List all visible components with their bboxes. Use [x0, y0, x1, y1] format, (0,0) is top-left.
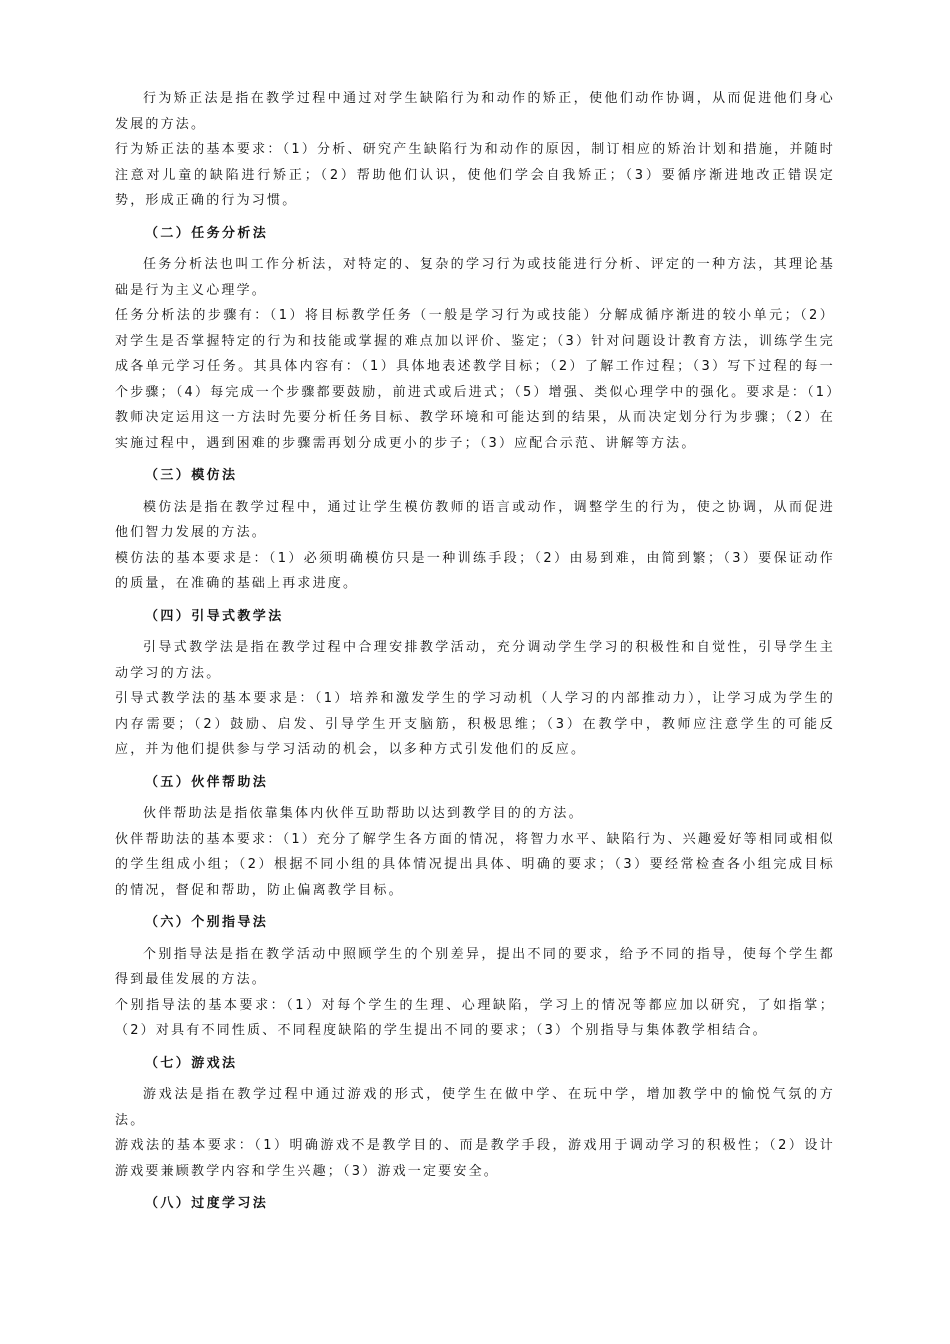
section-heading: （二）任务分析法	[145, 225, 269, 241]
section-imitation	[115, 463, 835, 597]
section-requirements: 引导式教学法的基本要求是：（1）培养和激发学生的学习动机（人学习的内部推动力），让学习成为学生的内存需要；（2）鼓励、启发、引导学生开支脑筋，积极思维；（3）在教学中，教师应注意学生的可能反应，并为他们提供参与学习活动的机会，以多种方式引发他们的反应。	[115, 691, 835, 757]
section-definition: 模仿法是指在教学过程中，通过让学生模仿教师的语言或动作，调整学生的行为，使之协调，从而促进他们智力发展的方法。	[115, 499, 835, 540]
intro-paragraph-definition: 行为矫正法是指在教学过程中通过对学生缺陷行为和动作的矫正，使他们动作协调，从而促进他们身心发展的方法。	[115, 91, 835, 132]
intro-paragraph-requirements: 行为矫正法的基本要求：（1）分析、研究产生缺陷行为和动作的原因，制订相应的矫治计划和措施，并随时注意对儿童的缺陷进行矫正；（2）帮助他们认识，使他们学会自我矫正；（3）要循序渐进地改正错误定势，形成正确的行为习惯。	[115, 142, 835, 208]
section-definition: 任务分析法也叫工作分析法，对特定的、复杂的学习行为或技能进行分析、评定的一种方法，其理论基础是行为主义心理学。	[115, 257, 835, 298]
section-requirements: 模仿法的基本要求是：（1）必须明确模仿只是一种训练手段；（2）由易到难，由简到繁；（3）要保证动作的质量，在准确的基础上再求进度。	[115, 550, 835, 591]
section-task-analysis	[115, 221, 835, 457]
section-game	[115, 1051, 835, 1185]
section-definition: 引导式教学法是指在教学过程中合理安排教学活动，充分调动学生学习的积极性和自觉性，引导学生主动学习的方法。	[115, 640, 835, 681]
section-definition: 个别指导法是指在教学活动中照顾学生的个别差异，提出不同的要求，给予不同的指导，使每个学生都得到最佳发展的方法。	[115, 946, 835, 987]
section-heading: （四）引导式教学法	[145, 608, 284, 624]
section-guided-teaching	[115, 604, 835, 763]
section-requirements: 个别指导法的基本要求：（1）对每个学生的生理、心理缺陷，学习上的情况等都应加以研究，了如指掌；（2）对具有不同性质、不同程度缺陷的学生提出不同的要求；（3）个别指导与集体教学相结合。	[115, 997, 835, 1038]
section-heading: （三）模仿法	[145, 468, 238, 483]
section-heading: （六）个别指导法	[145, 915, 269, 930]
section-heading: （五）伙伴帮助法	[145, 774, 269, 790]
section-definition: 游戏法是指在教学过程中通过游戏的形式，使学生在做中学、在玩中学，增加教学中的愉悦气氛的方法。	[115, 1087, 835, 1128]
section-peer-help	[115, 770, 835, 904]
section-heading: （八）过度学习法	[145, 1196, 269, 1211]
section-heading: （七）游戏法	[145, 1055, 238, 1071]
section-requirements: 游戏法的基本要求：（1）明确游戏不是教学目的、而是教学手段，游戏用于调动学习的积极性；（2）设计游戏要兼顾教学内容和学生兴趣；（3）游戏一定要安全。	[115, 1138, 835, 1179]
section-requirements: 任务分析法的步骤有：（1）将目标教学任务（一般是学习行为或技能）分解成循序渐进的较小单元；（2）对学生是否掌握特定的行为和技能或掌握的难点加以评价、鉴定；（3）针对问题设计教育方法，训练学生完成各单元学习任务。其具体内容有：（1）具体地表述教学目标；（2）了解工作过程；（3）写下过程的每一个步骤；（4）每完成一个步骤都要鼓励，前进式或后进式；（5）增强、类似心理学中的强化。要求是：（1）教师决定运用这一方法时先要分析任务目标、教学环境和可能达到的结果，从而决定划分行为步骤；（2）在实施过程中，遇到困难的步骤需再划分成更小的步子；（3）应配合示范、讲解等方法。	[115, 308, 835, 451]
section-individual-guidance	[115, 910, 835, 1044]
section-requirements: 伙伴帮助法的基本要求：（1）充分了解学生各方面的情况，将智力水平、缺陷行为、兴趣爱好等相同或相似的学生组成小组；（2）根据不同小组的具体情况提出具体、明确的要求；（3）要经常检查各小组完成目标的情况，督促和帮助，防止偏离教学目标。	[115, 831, 835, 898]
section-overlearning	[115, 1191, 835, 1217]
section-definition: 伙伴帮助法是指依靠集体内伙伴互助帮助以达到教学目的的方法。	[143, 806, 584, 821]
